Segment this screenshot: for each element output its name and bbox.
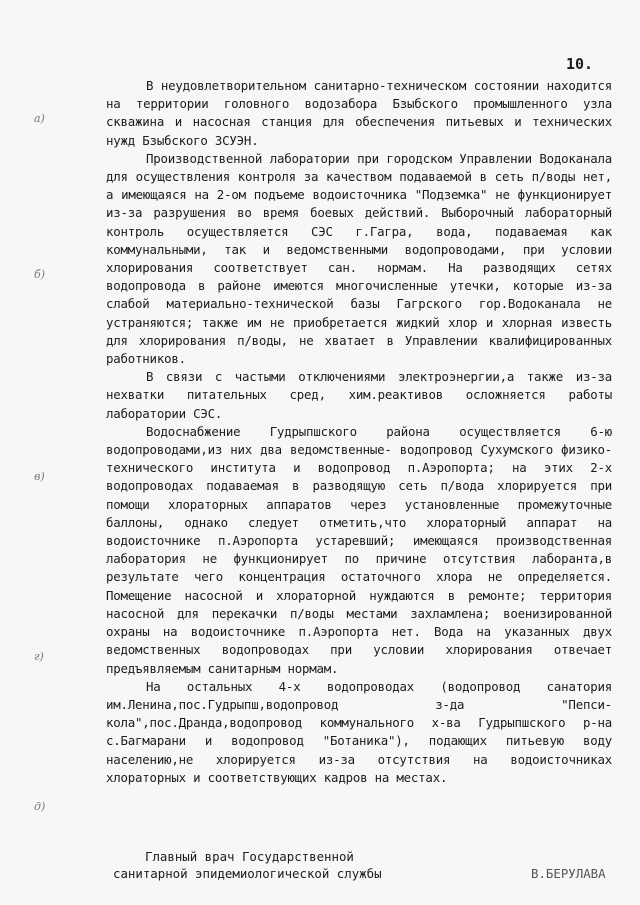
signature-title: Главный врач Государственной [145,849,354,864]
margin-note: а) [34,112,45,125]
paragraph: Производственной лаборатории при городском Управлении Водоканала для осуществления контроля за качеством подаваемой в сеть п/воды нет, а имеющаяся на 2-ом подъеме водоисточника "Подземка" не функционирует из-за разрушения во время боевых действий. Выборочный лабораторный контроль осуществляется СЭС г.Гагра, вода, подаваемая как коммунальными, так и ведомственными водопроводами, при условии хлорирования соответствует сан. нормам. На разводящих сетях водопровода в районе имеются многочисленные утечки, которые из-за слабой материально-технической базы Гагрского гор.Водоканала не устраняются; также им не приобретается жидкий хлор и хлорная известь для хлорирования п/воды, не хватает в Управлении квалифицированных работников. [106,150,612,367]
paragraph: В неудовлетворительном санитарно-техническом состоянии находится на территории головного водозабора Бзыбского промышленного узла скважина и насосная станция для обеспечения питьевых и технических нужд Бзыбского ЗСУЭН. [106,78,612,148]
paragraph: На остальных 4-х водопроводах (водопровод санатория им.Ленина,пос.Гудрыпш,водопровод з-да "Пепси-кола",пос.Дранда,водопровод коммунального х-ва Гудрыпшского р-на с.Багмарани и водопровод "Ботаника"), подающих питьевую воду населению,не хлорируется из-за отсутствия на водоисточниках хлораторных и соответствующих кадров на местах. [106,678,612,785]
page-number: 10. [566,55,594,73]
margin-note: в) [34,470,45,483]
signature-organization: санитарной эпидемиологической службы [113,866,382,881]
paragraph: Водоснабжение Гудрыпшского района осуществляется 6-ю водопроводами,из них два ведомственные- водопровод Сухумского физико-технического института и водопровод п.Аэропорта; на этих 2-х водопроводах подаваемая в разводящую сеть п/вода хлорируется при помощи хлораторных аппаратов через установленные промежуточные баллоны, однако следует отметить,что хлораторный аппарат на водоисточнике п.Аэропорта устаревший; имеющаяся производственная лаборатория не функционирует по причине отсутствия лаборанта,в результате чего концентрация остаточного хлора не определяется. Помещение насосной и хлораторной нуждаются в ремонте; территория насосной для перекачки п/воды местами захламлена; военизированной охраны на водоисточнике п.Аэропорта нет. Вода на указанных двух ведомственных водопроводах при условии хлорирования отвечает предъявляемым санитарным нормам. [106,423,612,676]
signature-block [113,848,623,882]
margin-note: г) [34,650,44,663]
paragraph: В связи с частыми отключениями электроэнергии,а также из-за нехватки питательных сред, хим.реактивов осложняется работы лаборатории СЭС. [106,369,612,421]
margin-note: б) [34,268,46,281]
document-body [106,77,612,787]
signatory-name: В.БЕРУЛАВА [531,866,606,881]
margin-note: д) [34,800,46,813]
